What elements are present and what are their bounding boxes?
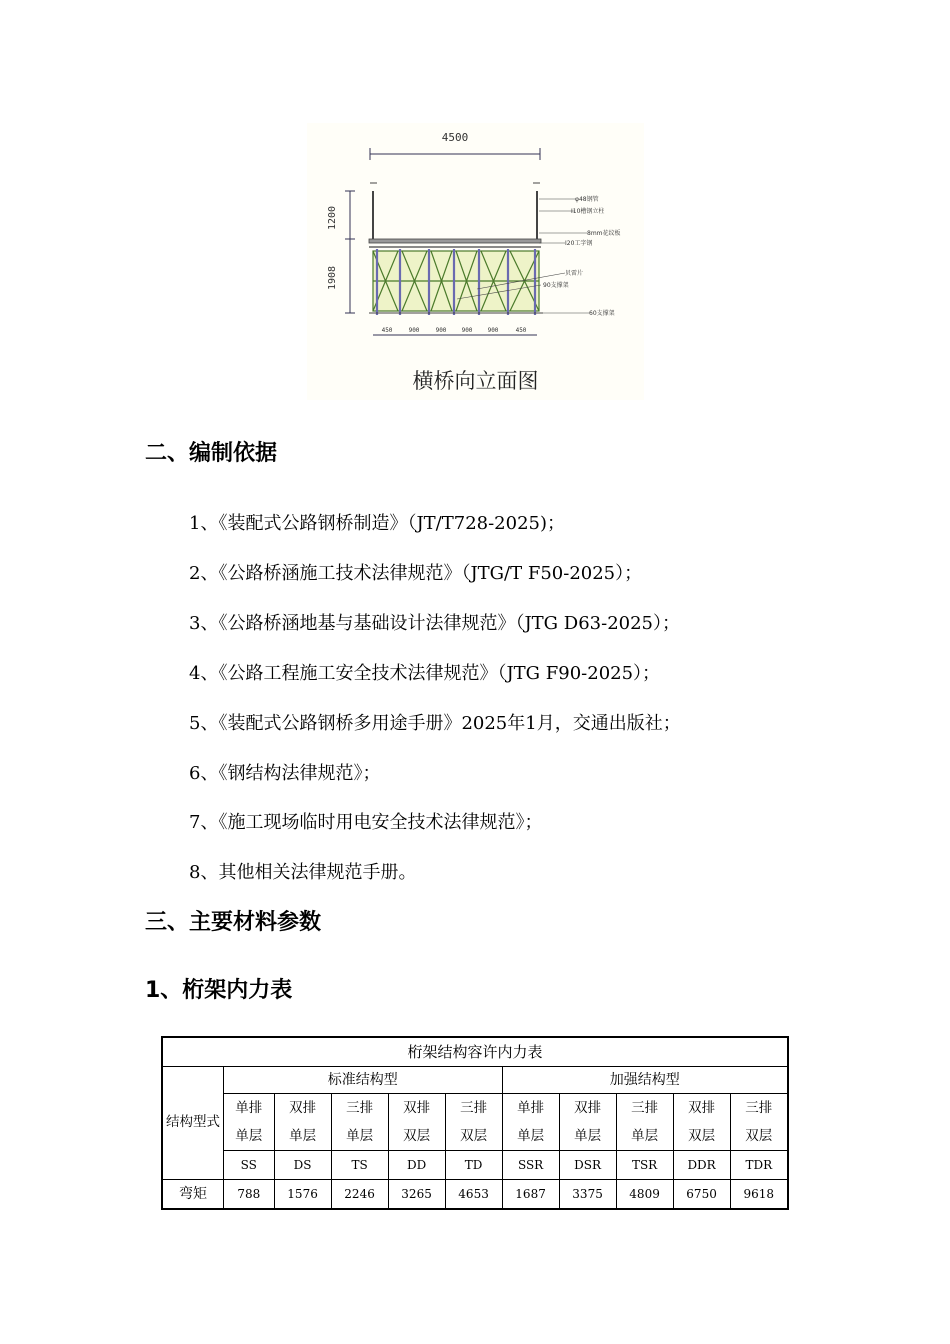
moment-cell: 6750: [673, 1180, 730, 1210]
moment-cell: 4653: [445, 1180, 502, 1210]
subtype-cell: 单排 单层: [224, 1094, 275, 1151]
basis-item-3: 3、《公路桥涵地基与基础设计法律规范》（JTG D63-2025）；: [189, 613, 680, 634]
subtype-cell: 三排 单层: [616, 1094, 673, 1151]
label-checker-plate: 8mm花纹板: [587, 230, 621, 237]
subtype-cell: 三排 双层: [445, 1094, 502, 1151]
moment-cell: 9618: [730, 1180, 788, 1210]
moment-cell: 788: [224, 1180, 275, 1210]
moment-cell: 2246: [331, 1180, 388, 1210]
subtype-cell: 双排 双层: [388, 1094, 445, 1151]
basis-item-4: 4、《公路工程施工安全技术法律规范》（JTG F90-2025）；: [189, 663, 661, 684]
moment-cell: 4809: [616, 1180, 673, 1210]
dim-width: 4500: [441, 131, 469, 144]
dim-bottom-3: 900: [435, 327, 447, 334]
basis-item-8: 8、其他相关法律规范手册。: [189, 862, 417, 883]
code-cell: DD: [388, 1151, 445, 1180]
table-row: [162, 1180, 788, 1210]
basis-item-2: 2、《公路桥涵施工技术法律规范》（JTG/T F50-2025）；: [189, 563, 643, 584]
elevation-drawing: [307, 123, 644, 363]
label-i-beam: I20工字钢: [565, 240, 593, 247]
code-cell: SSR: [502, 1151, 559, 1180]
dim-upper-height: 1200: [327, 205, 338, 231]
subtype-cell: 双排 单层: [274, 1094, 331, 1151]
heading-truss-forces: 1、桁架内力表: [145, 978, 293, 1003]
label-brace-60: 60支撑架: [589, 310, 615, 317]
table-row: [162, 1151, 788, 1180]
dim-bottom-4: 900: [461, 327, 473, 334]
dim-bottom-2: 900: [408, 327, 420, 334]
moment-cell: 3375: [559, 1180, 616, 1210]
code-cell: TS: [331, 1151, 388, 1180]
moment-label: 弯矩: [162, 1180, 224, 1210]
code-cell: TDR: [730, 1151, 788, 1180]
code-cell: TD: [445, 1151, 502, 1180]
subtype-cell: 单排 单层: [502, 1094, 559, 1151]
dim-bottom-5: 900: [487, 327, 499, 334]
dim-bottom-1: 450: [381, 327, 393, 334]
label-channel-post: I10槽钢立柱: [571, 208, 605, 215]
basis-item-7: 7、《施工现场临时用电安全技术法律规范》；: [189, 812, 543, 833]
group-standard: 标准结构型: [224, 1067, 503, 1094]
subtype-cell: 三排 单层: [331, 1094, 388, 1151]
code-cell: SS: [224, 1151, 275, 1180]
subtype-cell: 三排 双层: [730, 1094, 788, 1151]
basis-item-5: 5、《装配式公路钢桥多用途手册》2025年1月，交通出版社；: [189, 713, 681, 734]
subtype-cell: 双排 单层: [559, 1094, 616, 1151]
basis-item-1: 1、《装配式公路钢桥制造》（JT/T728-2025)；: [189, 513, 566, 534]
code-cell: DSR: [559, 1151, 616, 1180]
table-row: [162, 1094, 788, 1151]
subtype-cell: 双排 双层: [673, 1094, 730, 1151]
label-brace-90: 90支撑架: [543, 282, 569, 289]
dim-bottom-6: 450: [515, 327, 527, 334]
elevation-figure: [307, 123, 644, 400]
basis-item-6: 6、《钢结构法律规范》；: [189, 763, 381, 784]
heading-materials: 三、主要材料参数: [145, 910, 322, 935]
table-caption: 桁架结构容许内力表: [162, 1037, 788, 1067]
truss-force-table: [161, 1036, 789, 1210]
figure-caption: 横桥向立面图: [412, 369, 539, 393]
moment-cell: 3265: [388, 1180, 445, 1210]
row-header-structure-type: 结构型式: [162, 1067, 224, 1180]
label-steel-pipe: φ48钢管: [575, 196, 599, 203]
code-cell: DDR: [673, 1151, 730, 1180]
heading-basis: 二、编制依据: [145, 441, 278, 466]
moment-cell: 1687: [502, 1180, 559, 1210]
dim-lower-height: 1908: [327, 265, 338, 291]
code-cell: DS: [274, 1151, 331, 1180]
label-bailey: 贝雷片: [565, 270, 584, 277]
code-cell: TSR: [616, 1151, 673, 1180]
moment-cell: 1576: [274, 1180, 331, 1210]
group-reinforced: 加强结构型: [502, 1067, 788, 1094]
